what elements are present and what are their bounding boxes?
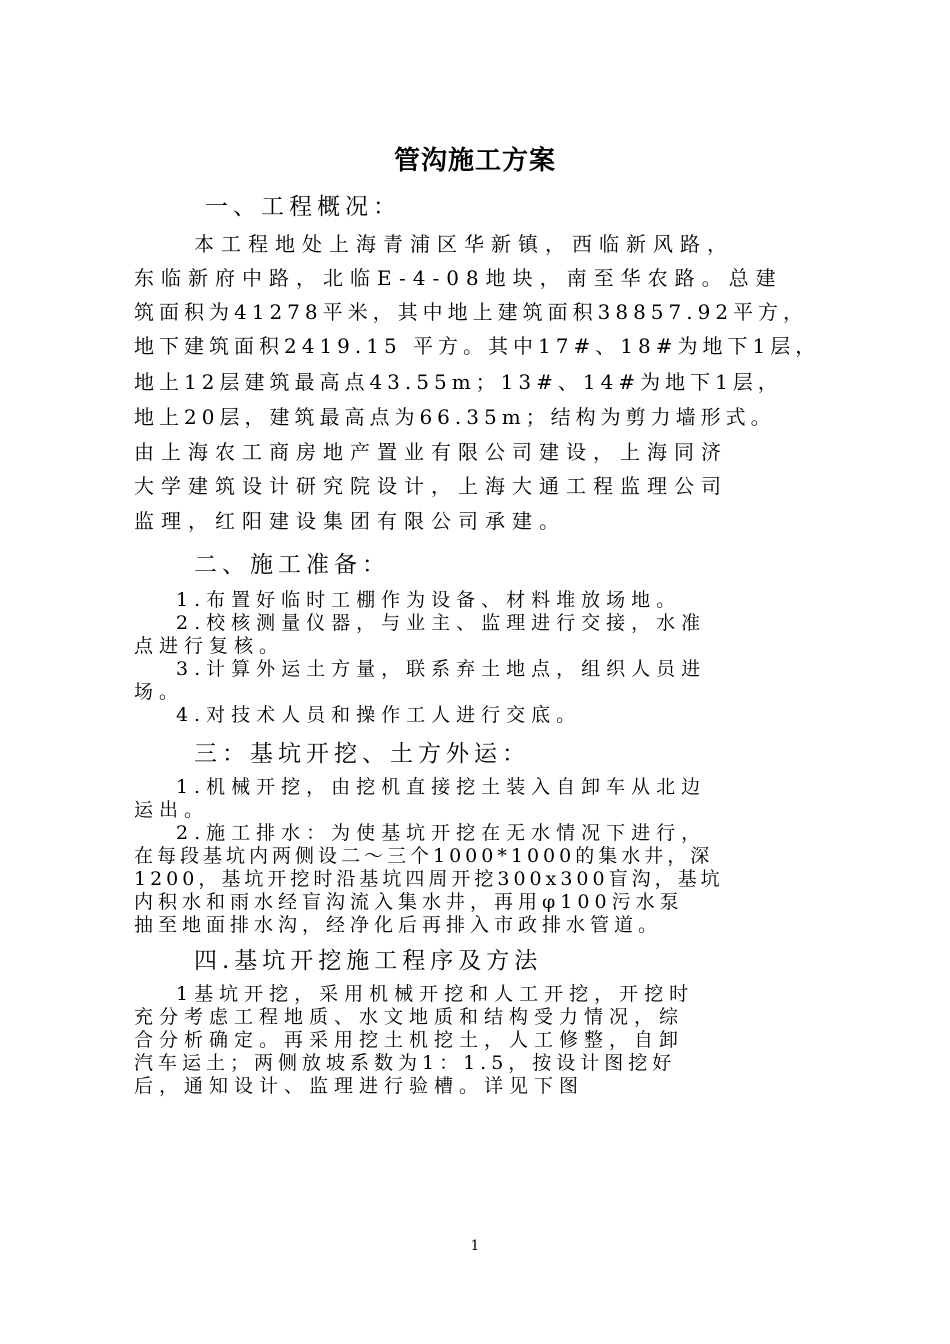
paragraph-line: 筑面积为41278平米，其中地上建筑面积38857.92平方，	[134, 300, 809, 324]
list-item-continuation: 1200，基坑开挖时沿基坑四周开挖300x300盲沟，基坑	[134, 868, 724, 890]
list-item: 3.计算外运土方量，联系弃土地点，组织人员进	[176, 658, 707, 680]
paragraph-line: 由上海农工商房地产置业有限公司建设，上海同济	[134, 440, 728, 464]
list-item: 1.机械开挖，由挖机直接挖土装入自卸车从北边	[176, 776, 707, 798]
paragraph-line: 合分析确定。再采用挖土机挖土，人工修整，自卸	[134, 1029, 685, 1051]
list-item-continuation: 在每段基坑内两侧设二～三个1000*1000的集水井，深	[134, 845, 714, 867]
paragraph-line: 地上12层建筑最高点43.55m；13#、14#为地下1层，	[134, 370, 783, 394]
list-item: 2.施工排水：为使基坑开挖在无水情况下进行，	[176, 822, 707, 844]
paragraph-line: 监理，红阳建设集团有限公司承建。	[134, 509, 566, 533]
page-number: 1	[470, 1238, 480, 1254]
list-item: 1.布置好临时工棚作为设备、材料堆放场地。	[176, 589, 682, 611]
paragraph-line: 后，通知设计、监理进行验槽。详见下图	[134, 1075, 585, 1097]
paragraph-line: 大学建筑设计研究院设计，上海大通工程监理公司	[134, 474, 728, 498]
section-heading: 二、施工准备：	[194, 552, 390, 578]
section-heading: 一、工程概况：	[205, 194, 401, 220]
list-item-continuation: 运出。	[134, 799, 210, 821]
paragraph-line: 地下建筑面积2419.15 平方。其中17#、18#为地下1层，	[134, 334, 821, 358]
list-item-continuation: 点进行复核。	[134, 635, 285, 657]
list-item-continuation: 场。	[134, 681, 185, 703]
paragraph-line: 东临新府中路，北临E-4-08地块，南至华农路。总建	[134, 266, 783, 290]
paragraph-line: 地上20层，建筑最高点为66.35m；结构为剪力墙形式。	[134, 405, 776, 429]
document-title: 管沟施工方案	[393, 146, 556, 176]
list-item: 4.对技术人员和操作工人进行交底。	[176, 704, 582, 726]
paragraph-line: 充分考虑工程地质、水文地质和结构受力情况，综	[134, 1006, 685, 1028]
section-heading: 四.基坑开挖施工程序及方法	[194, 948, 543, 974]
paragraph-line: 本工程地处上海青浦区华新镇，西临新风路，	[194, 232, 734, 256]
list-item-continuation: 内积水和雨水经盲沟流入集水井，再用φ100污水泵	[134, 891, 684, 913]
list-item-continuation: 抽至地面排水沟，经净化后再排入市政排水管道。	[134, 914, 663, 936]
list-item: 2.校核测量仪器，与业主、监理进行交接，水准	[176, 612, 707, 634]
paragraph-line: 1基坑开挖，采用机械开挖和人工开挖，开挖时	[176, 983, 695, 1005]
section-heading: 三：基坑开挖、土方外运：	[194, 741, 530, 767]
paragraph-line: 汽车运土；两侧放坡系数为1：1.5，按设计图挖好	[134, 1052, 677, 1074]
